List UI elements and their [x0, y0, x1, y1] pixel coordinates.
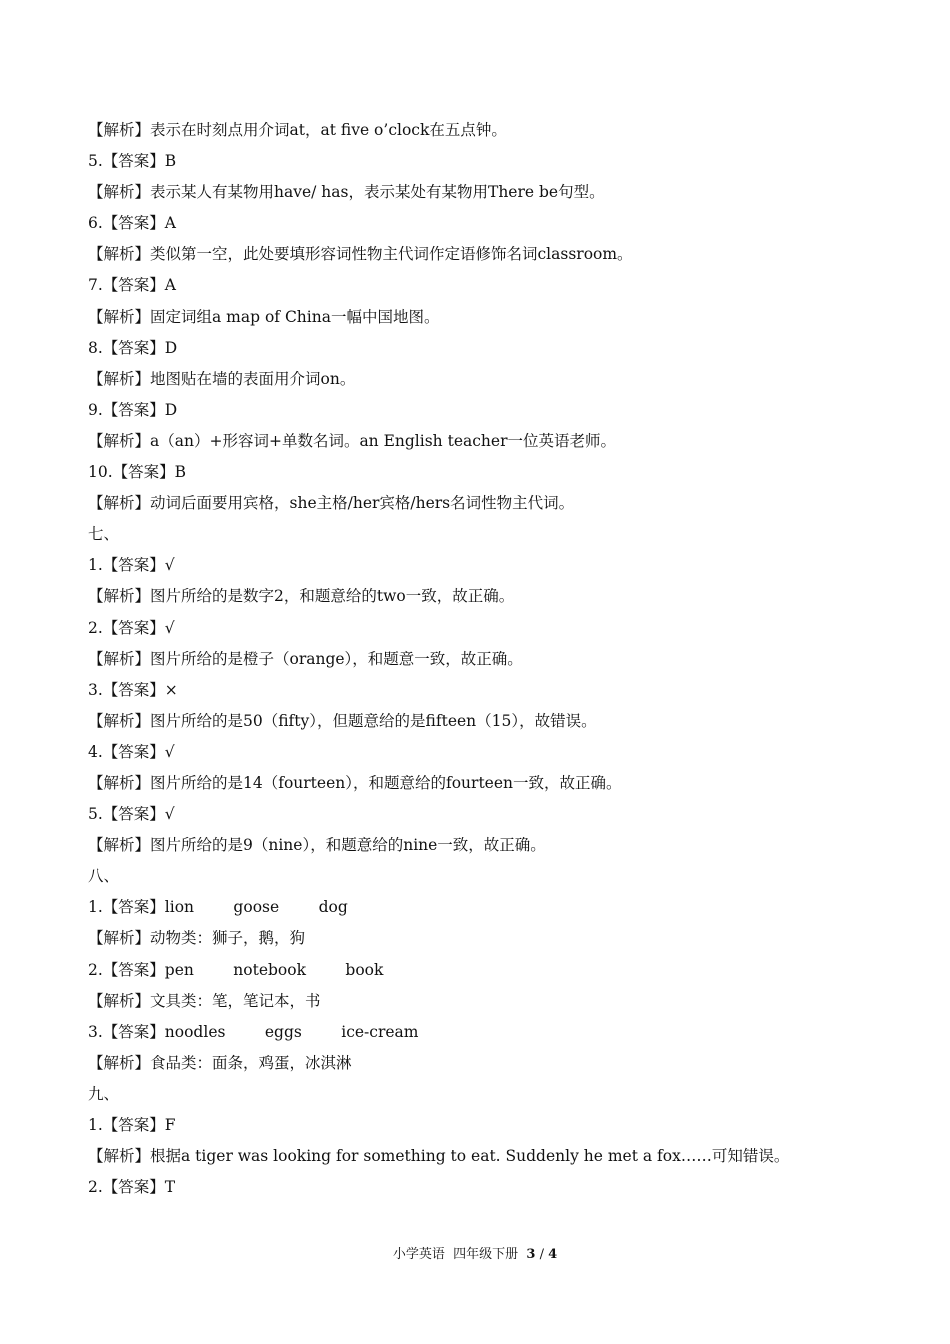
- page-footer: [0, 1245, 950, 1265]
- text-line: 6.【答案】A: [88, 214, 176, 233]
- text-line: 7.【答案】A: [88, 276, 176, 295]
- text-line: 1.【答案】F: [88, 1116, 176, 1134]
- text-line: 【解析】文具类：笔，笔记本，书: [88, 991, 321, 1010]
- text-line: 【解析】图片所给的是50（fifty），但题意给的是fifteen（15），故错误。: [88, 711, 597, 730]
- text-line: 【解析】图片所给的是9（nine），和题意给的nine一致，故正确。: [88, 836, 546, 855]
- text-line: 1.【答案】√: [88, 556, 175, 575]
- section-heading: 九、: [88, 1084, 120, 1103]
- text-line: 2.【答案】√: [88, 618, 175, 637]
- answer-key-body: [88, 115, 868, 1203]
- current-page-number: 3: [526, 1247, 536, 1262]
- text-line: 【解析】表示某人有某物用have/ has，表示某处有某物用There be句型。: [88, 183, 605, 202]
- text-line: 2.【答案】pen notebook book: [88, 960, 384, 979]
- text-line: 【解析】地图贴在墙的表面用介词on。: [88, 369, 356, 388]
- page-separator: /: [535, 1247, 549, 1262]
- text-line: 【解析】动词后面要用宾格，she主格/her宾格/hers名词性物主代词。: [88, 494, 575, 513]
- text-line: 【解析】图片所给的是14（fourteen），和题意给的fourteen一致，故正确。: [88, 773, 622, 792]
- text-line: 5.【答案】B: [88, 152, 177, 171]
- text-line: 8.【答案】D: [88, 338, 178, 357]
- text-line: 9.【答案】D: [88, 400, 178, 419]
- total-page-count: 4: [548, 1247, 558, 1262]
- text-line: 【解析】图片所给的是数字2，和题意给的two一致，故正确。: [88, 587, 515, 606]
- text-line: 【解析】图片所给的是橙子（orange），和题意一致，故正确。: [88, 649, 523, 668]
- text-line: 3.【答案】noodles eggs ice-cream: [88, 1022, 419, 1041]
- text-line: 【解析】动物类：狮子，鹅，狗: [88, 929, 306, 948]
- text-line: 【解析】类似第一空，此处要填形容词性物主代词作定语修饰名词classroom。: [88, 245, 633, 264]
- text-line: 3.【答案】×: [88, 680, 178, 699]
- footer-label: 小学英语 四年级下册: [392, 1247, 527, 1262]
- text-line: 【解析】固定词组a map of China一幅中国地图。: [88, 307, 440, 326]
- text-line: 2.【答案】T: [88, 1178, 176, 1197]
- section-heading: 八、: [88, 867, 120, 886]
- text-line: 【解析】根据a tiger was looking for something to eat. Suddenly he met a fox……可知错误。: [88, 1147, 790, 1166]
- text-line: 【解析】食品类：面条，鸡蛋，冰淇淋: [88, 1053, 352, 1072]
- section-heading: 七、: [88, 525, 120, 544]
- text-line: 【解析】表示在时刻点用介词at，at five o’clock在五点钟。: [88, 121, 507, 139]
- text-line: 1.【答案】lion goose dog: [88, 898, 348, 917]
- text-line: 10.【答案】B: [88, 463, 187, 482]
- text-line: 【解析】a（an）+形容词+单数名词。an English teacher一位英语老师。: [88, 431, 616, 450]
- text-line: 5.【答案】√: [88, 805, 175, 824]
- text-line: 4.【答案】√: [88, 742, 175, 761]
